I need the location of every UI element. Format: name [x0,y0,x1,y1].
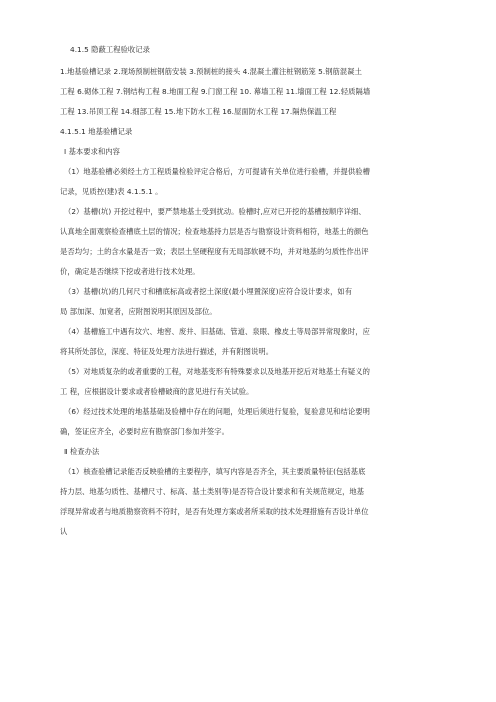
paragraph-line: 记录，见质控(建)表 4.1.5.1 。 [60,187,163,196]
paragraph-line: （5）对地质复杂的或者重要的工程，对地基变形有特殊要求以及地基开挖后对地基土有疑义的 [64,367,370,376]
toc-line: 1.地基验槽记录 2.现场预制桩钢筋安装 3.预制桩的接头 4.混凝土灌注桩钢筋笼 5.钢筋混凝土 [60,67,362,76]
paragraph-line: 将其所处部位，深度、特征及处理方法进行描述，并有附图说明。 [60,347,274,356]
paragraph-line: 确，签证应齐全，必要时应有勘察部门参加并签字。 [60,427,229,436]
paragraph-line: （3）基槽(坑)的几何尺寸和槽底标高或者挖土深度(最小埋置深度)应符合设计要求，如有 [64,287,353,296]
toc-line: 工程 6.砌体工程 7.钢结构工程 8.地面工程 9.门窗工程 10. 幕墙工程 11.墙面工程 12.轻质隔墙 [60,87,371,96]
part1-heading: Ⅰ 基本要求和内容 [64,147,120,156]
toc-line: 工程 13.吊顶工程 14.细部工程 15.地下防水工程 16.屋面防水工程 17.隔热保温工程 [60,107,337,116]
paragraph-line: （1）核查验槽记录能否反映验槽的主要程序，填写内容是否齐全，其主要质量特征(包括基底 [64,467,366,476]
paragraph-line: （4）基槽施工中遇有坟穴、地窖、废井、旧基础、管道、泉眼、橡皮土等局部异常现象时，应 [64,327,370,336]
paragraph-line: （2）基槽(坑) 开挖过程中，要严禁地基土受到扰动。验槽时,应对已开挖的基槽按顺序详细、 [64,207,366,216]
paragraph-line: 局 部加深、加宽者，应附图说明其原因及部位。 [60,307,217,316]
paragraph-line: （6）经过技术处理的地基基础及验槽中存在的问题，处理后须进行复验，复验意见和结论要明 [64,407,370,416]
paragraph-line: 是否均匀；土的含水量是否一致；表层土坚硬程度有无局部软硬不均，并对地基的匀质性作出评 [60,247,369,256]
subsection-title: 4.1.5.1 地基验槽记录 [60,127,133,136]
part2-heading: Ⅱ 检查办法 [64,447,100,456]
paragraph-line: 认真地全面观察检查槽底土层的情况；检查地基持力层是否与勘察设计资料相符，地基土的颜色 [60,227,369,236]
paragraph-line: 价，确定是否继续下挖或者进行技术处理。 [60,267,200,276]
paragraph-line: 认 [60,527,68,536]
section-title: 4.1.5 隐蔽工程验收记录 [70,45,150,54]
paragraph-line: （1）地基验槽必须经土方工程质量检验评定合格后，方可提请有关单位进行验槽，并提供验槽 [64,167,370,176]
paragraph-line: 持力层、地基匀质性、基槽尺寸、标高、基土类别等)是否符合设计要求和有关规范规定，地基 [60,487,365,496]
paragraph-line: 浮现异常或者与地质勘察资料不符时，是否有处理方案或者所采取的技术处理措施有否设计单位 [60,507,369,516]
paragraph-line: 工 程，应根据设计要求或者验槽破商的意见进行有关试验。 [60,387,254,396]
